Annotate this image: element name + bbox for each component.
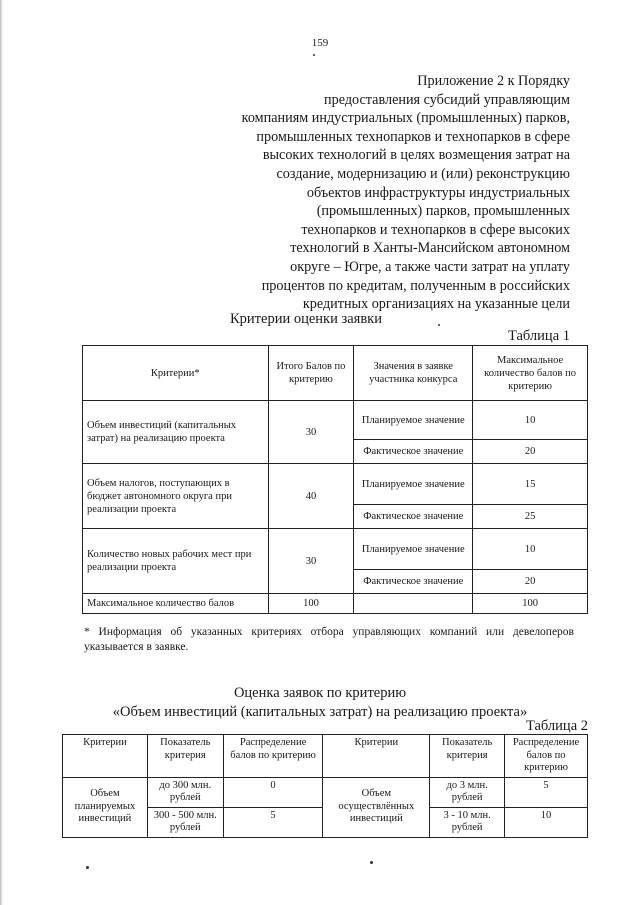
scan-speck [313, 54, 315, 56]
footer-max-cell: 100 [473, 594, 588, 614]
criterion-cell: Объем налогов, поступающих в бюджет автономного округа при реализации проекта [83, 464, 269, 529]
criterion-cell: Объем осуществлённых инвестиций [323, 777, 430, 837]
value-type-cell: Фактическое значение [354, 570, 473, 594]
criterion-cell: Объем планируемых инвестиций [63, 777, 148, 837]
header-cell: Критерии* [83, 346, 269, 401]
indicator-cell: 300 - 500 млн. рублей [147, 807, 223, 837]
header-cell: Показатель критерия [147, 735, 223, 778]
footer-label-cell: Максимальное количество балов [83, 594, 269, 614]
table1-title: Критерии оценки заявки [230, 311, 382, 327]
value-type-cell: Планируемое значение [354, 464, 473, 505]
appendix-line: кредитных организациях на указанные цели [302, 296, 570, 313]
footer-total-cell: 100 [268, 594, 354, 614]
appendix-line: высоких технологий в целях возмещения затрат на [262, 147, 570, 164]
table-row [63, 777, 588, 807]
table2-title-line: «Объем инвестиций (капитальных затрат) на реализацию проекта» [112, 704, 528, 720]
header-cell: Максимальное количество балов по критерию [473, 346, 588, 401]
appendix-line: (промышленных) парков, промышленных [316, 203, 570, 220]
indicator-cell: до 3 млн. рублей [430, 777, 505, 807]
appendix-line: округе – Югре, а также части затрат на уплату [290, 258, 570, 275]
criterion-cell: Количество новых рабочих мест при реализации проекта [83, 529, 269, 594]
page-number: 159 [311, 37, 329, 49]
criteria-table [82, 345, 588, 614]
table-row [83, 401, 588, 440]
points-cell: 10 [473, 529, 588, 570]
header-cell: Показатель критерия [430, 735, 505, 778]
total-cell: 30 [268, 401, 354, 464]
scan-speck [370, 861, 373, 864]
header-cell: Критерии [63, 735, 148, 778]
value-type-cell: Планируемое значение [354, 529, 473, 570]
appendix-line: промышленных технопарков и технопарков в сфере [256, 128, 570, 145]
criterion-cell: Объем инвестиций (капитальных затрат) на реализацию проекта [83, 401, 269, 464]
appendix-line: Приложение 2 к Порядку [417, 73, 570, 89]
points-cell: 5 [223, 807, 323, 837]
points-cell: 10 [505, 807, 588, 837]
points-cell: 5 [505, 777, 588, 807]
header-cell: Распределение балов по критерию [223, 735, 323, 778]
total-cell: 30 [268, 529, 354, 594]
indicator-cell: до 300 млн. рублей [147, 777, 223, 807]
scan-speck [86, 866, 89, 869]
appendix-line: объектов инфраструктуры индустриальных [306, 184, 570, 201]
points-cell: 20 [473, 440, 588, 464]
table-header-row [83, 346, 588, 401]
table1-label: Таблица 1 [507, 328, 570, 344]
points-cell: 0 [223, 777, 323, 807]
indicator-cell: 3 - 10 млн. рублей [430, 807, 505, 837]
appendix-line: компаниям индустриальных (промышленных) парков, [241, 110, 570, 127]
table-footer-row [83, 594, 588, 614]
header-cell: Значения в заявке участника конкурса [354, 346, 473, 401]
table-header-row [63, 735, 588, 778]
points-cell: 10 [473, 401, 588, 440]
scan-edge [0, 0, 3, 905]
value-type-cell: Фактическое значение [354, 440, 473, 464]
appendix-line: процентов по кредитам, полученным в российских [261, 277, 570, 294]
table2-title-line: Оценка заявок по критерию [233, 685, 407, 701]
value-type-cell: Планируемое значение [354, 401, 473, 440]
points-cell: 15 [473, 464, 588, 505]
appendix-line: технологий в Ханты-Мансийском автономном [290, 240, 570, 257]
appendix-line: технопарков и технопарков в сфере высоких [301, 221, 570, 238]
header-cell: Критерии [323, 735, 430, 778]
header-cell: Итого Балов по критерию [268, 346, 354, 401]
appendix-line: предоставления субсидий управляющим [324, 91, 570, 108]
total-cell: 40 [268, 464, 354, 529]
scan-speck [438, 324, 440, 326]
header-cell: Распределение балов по критерию [505, 735, 588, 778]
appendix-line: создание, модернизацию и (или) реконструкцию [276, 165, 570, 182]
value-type-cell: Фактическое значение [354, 505, 473, 529]
points-cell: 20 [473, 570, 588, 594]
table2-title [0, 684, 640, 722]
table2-label: Таблица 2 [525, 718, 588, 734]
footer-empty-cell [354, 594, 473, 614]
footnote: * Информация об указанных критериях отбора управляющих компаний или девелоперов указывается в заявке. [84, 626, 574, 653]
table-row [83, 464, 588, 505]
table-row [83, 529, 588, 570]
points-cell: 25 [473, 505, 588, 529]
appendix-heading [210, 72, 570, 314]
investment-table [62, 734, 588, 838]
